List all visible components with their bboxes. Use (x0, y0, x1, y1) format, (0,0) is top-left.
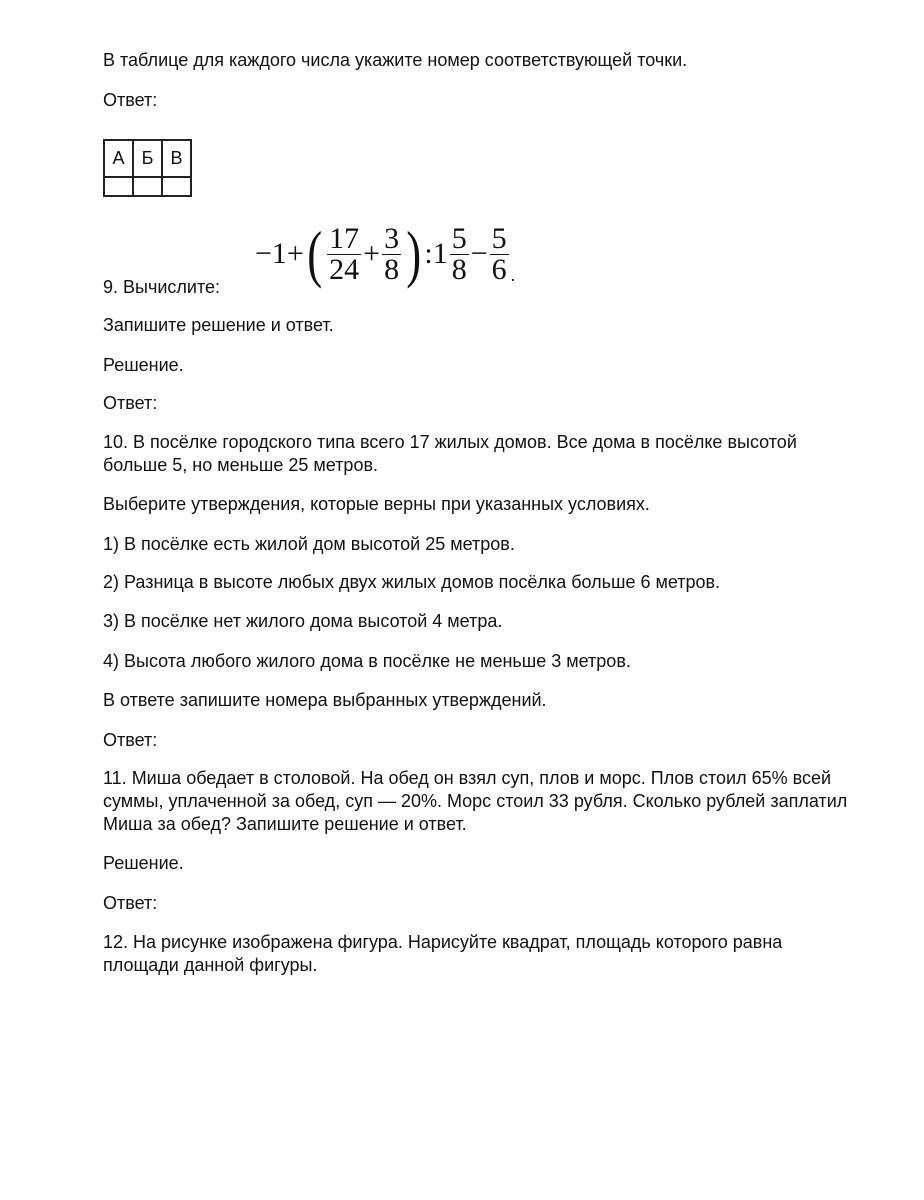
header-v: В (162, 140, 191, 177)
answer-table (103, 139, 192, 197)
paren-close: ) (406, 218, 422, 289)
q9-answer: Ответ: (103, 393, 158, 413)
intro-text: В таблице для каждого числа укажите номер соответствующей точки. (103, 50, 688, 70)
q10-select: Выберите утверждения, которые верны при указанных условиях. (103, 494, 650, 514)
answer-cell[interactable] (133, 177, 162, 196)
q11-text: 11. Миша обедает в столовой. На обед он взял суп, плов и морс. Плов стоил 65% всей суммы, уплаченной за обед, суп — 20%. Морс стоил 33 рубля. Сколько рублей заплатил Миша за обед? Запишите решение и ответ. (103, 768, 848, 834)
numerator: 3 (384, 221, 400, 255)
q10-text: 10. В посёлке городского типа всего 17 жилых домов. Все дома в посёлке высотой больше 5, но меньше 25 метров. (103, 432, 797, 475)
formula-lead: −1+ (255, 237, 304, 270)
answer-cell[interactable] (162, 177, 191, 196)
numerator: 5 (451, 221, 467, 255)
q12-text: 12. На рисунке изображена фигура. Нарисуйте квадрат, площадь которого равна площади данной фигуры. (103, 932, 783, 975)
q9-instr: Запишите решение и ответ. (103, 315, 334, 335)
denominator: 8 (384, 252, 400, 286)
divide-sign: :1 (424, 237, 448, 270)
q10-instr: В ответе запишите номера выбранных утверждений. (103, 690, 547, 710)
period: . (510, 265, 516, 285)
denominator: 6 (491, 252, 507, 286)
denominator: 8 (451, 252, 467, 286)
q10-option: 4) Высота любого жилого дома в посёлке не меньше 3 метров. (103, 651, 631, 671)
q10-option: 2) Разница в высоте любых двух жилых домов посёлка больше 6 метров. (103, 572, 721, 592)
q11-answer: Ответ: (103, 893, 158, 913)
denominator: 24 (329, 252, 360, 286)
q10-option: 1) В посёлке есть жилой дом высотой 25 метров. (103, 534, 515, 554)
q9-solution: Решение. (103, 355, 184, 375)
q9-label: 9. Вычислите: (103, 277, 220, 297)
header-b: Б (133, 140, 162, 177)
numerator: 5 (491, 221, 507, 255)
q11-solution: Решение. (103, 853, 184, 873)
answer-label: Ответ: (103, 90, 158, 110)
answer-cell[interactable] (104, 177, 133, 196)
q10-option: 3) В посёлке нет жилого дома высотой 4 метра. (103, 611, 503, 631)
plus-sign: + (363, 237, 381, 270)
q10-answer: Ответ: (103, 730, 158, 750)
header-a: А (104, 140, 133, 177)
minus-sign: − (470, 237, 488, 270)
paren-open: ( (307, 218, 322, 289)
numerator: 17 (329, 221, 360, 255)
